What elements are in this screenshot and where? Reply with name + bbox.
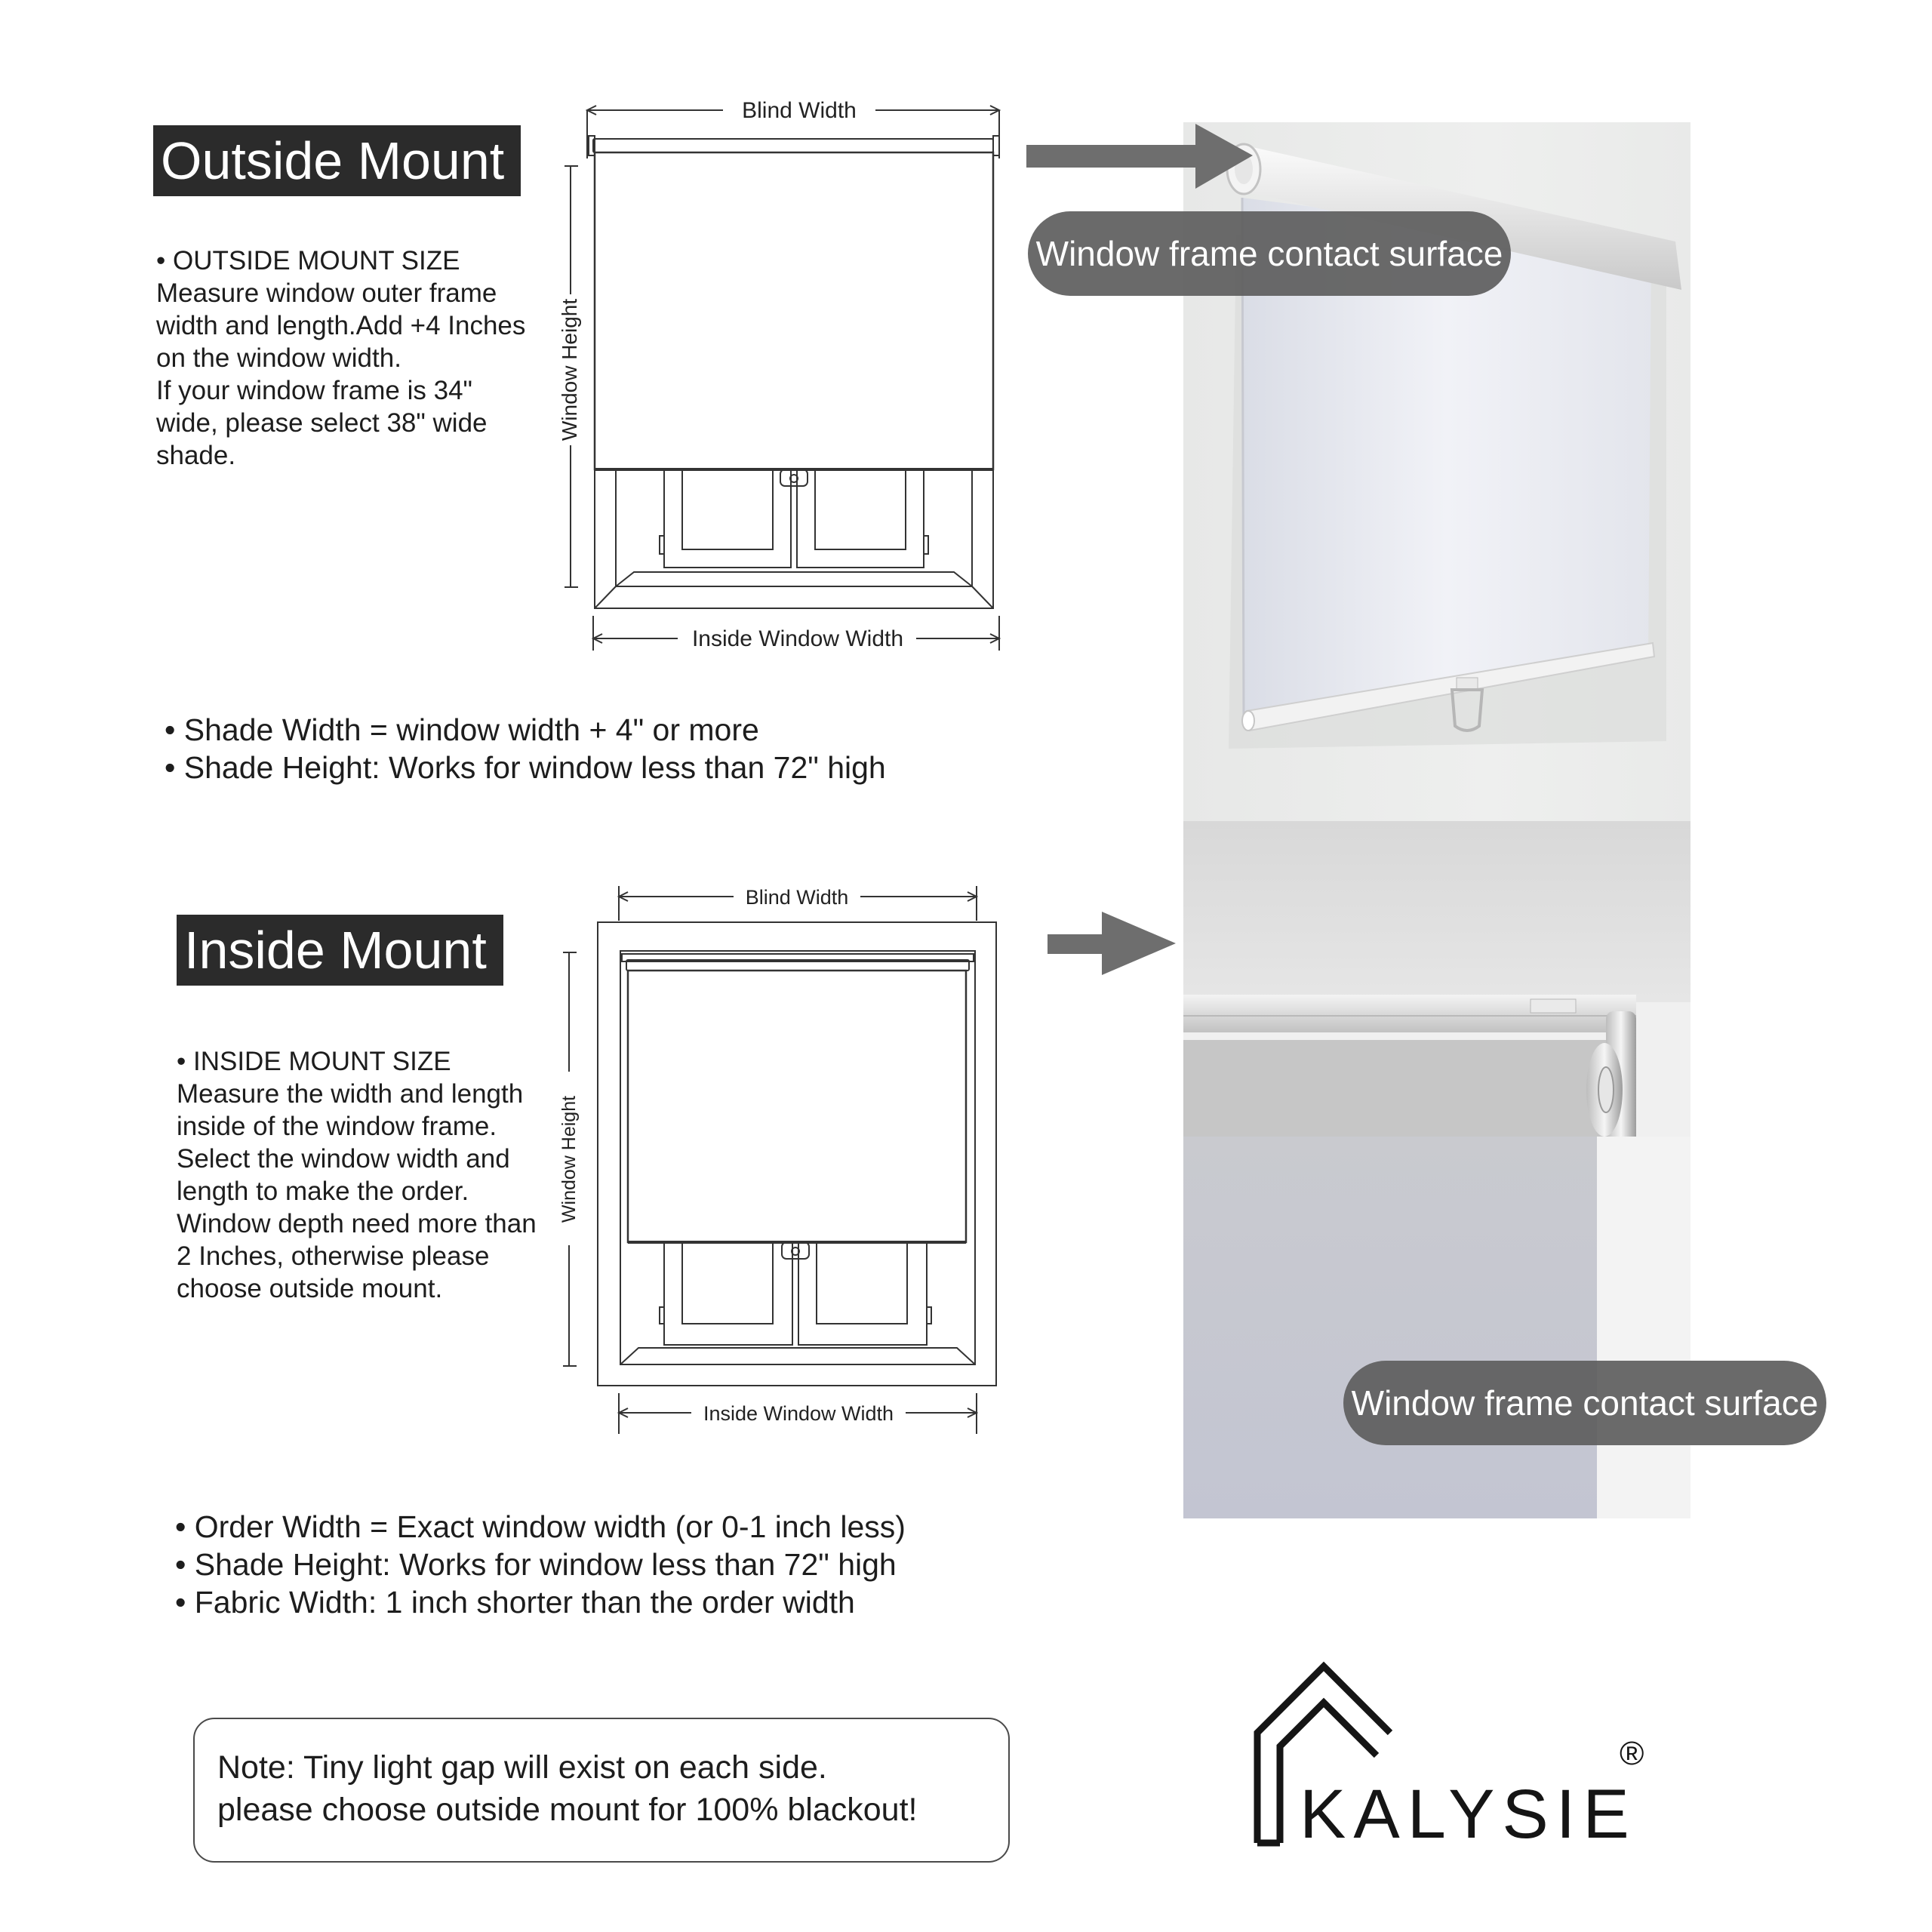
brand-name: KALYSIE [1300, 1776, 1637, 1853]
inside-mount-spec [177, 1045, 554, 1305]
blackout-note-box [193, 1718, 1010, 1863]
spec-line: shade. [156, 441, 236, 470]
outside-mount-bullets [165, 711, 886, 786]
spec-line: Window depth need more than [177, 1209, 537, 1238]
inside-mount-diagram [558, 875, 1011, 1449]
bullet-item: • Shade Width = window width + 4" or more [165, 712, 759, 747]
outside-arrow-icon [1026, 121, 1253, 196]
spec-line: Measure window outer frame [156, 278, 497, 308]
outside-mount-spec [156, 245, 549, 472]
outside-contact-surface-callout: Window frame contact surface [1028, 211, 1511, 296]
inside-arrow-icon [1048, 912, 1183, 980]
registered-mark: ® [1620, 1735, 1644, 1772]
spec-line: Select the window width and [177, 1144, 510, 1174]
bullet-item: • Shade Height: Works for window less than 72" high [165, 750, 886, 785]
inside-mount-bullets [175, 1508, 906, 1621]
spec-line: • INSIDE MOUNT SIZE [177, 1047, 451, 1076]
window-height-label: Window Height [558, 1095, 580, 1223]
note-text: Tiny light gap will exist on each side. [294, 1749, 827, 1786]
spec-line: choose outside mount. [177, 1274, 443, 1303]
outside-mount-title: Outside Mount [153, 125, 521, 196]
note-prefix: Note: [217, 1749, 295, 1786]
spec-line: wide, please select 38" wide [156, 408, 488, 438]
spec-line: length to make the order. [177, 1177, 469, 1206]
inside-window-width-label: Inside Window Width [703, 1402, 894, 1425]
spec-line: inside of the window frame. [177, 1112, 497, 1141]
bullet-item: • Fabric Width: 1 inch shorter than the order width [175, 1585, 855, 1620]
blind-width-label: Blind Width [745, 886, 849, 909]
inside-contact-surface-callout: Window frame contact surface [1343, 1361, 1826, 1445]
note-line-2: please choose outside mount for 100% blackout! [217, 1792, 918, 1828]
spec-line: on the window width. [156, 343, 401, 373]
inside-window-width-label: Inside Window Width [691, 626, 904, 651]
spec-line: width and length.Add +4 Inches [156, 311, 526, 340]
spec-line: • OUTSIDE MOUNT SIZE [156, 246, 460, 275]
window-height-label: Window Height [558, 298, 581, 441]
bullet-item: • Order Width = Exact window width (or 0-1 inch less) [175, 1509, 906, 1544]
spec-line: If your window frame is 34" [156, 376, 472, 405]
bullet-item: • Shade Height: Works for window less than 72" high [175, 1547, 897, 1582]
spec-line: 2 Inches, otherwise please [177, 1241, 490, 1271]
note-line-1 [217, 1746, 1008, 1789]
inside-mount-title: Inside Mount [177, 915, 503, 986]
spec-line: Measure the width and length [177, 1079, 524, 1109]
outside-mount-diagram [543, 83, 1019, 672]
blind-width-label: Blind Width [742, 98, 857, 123]
